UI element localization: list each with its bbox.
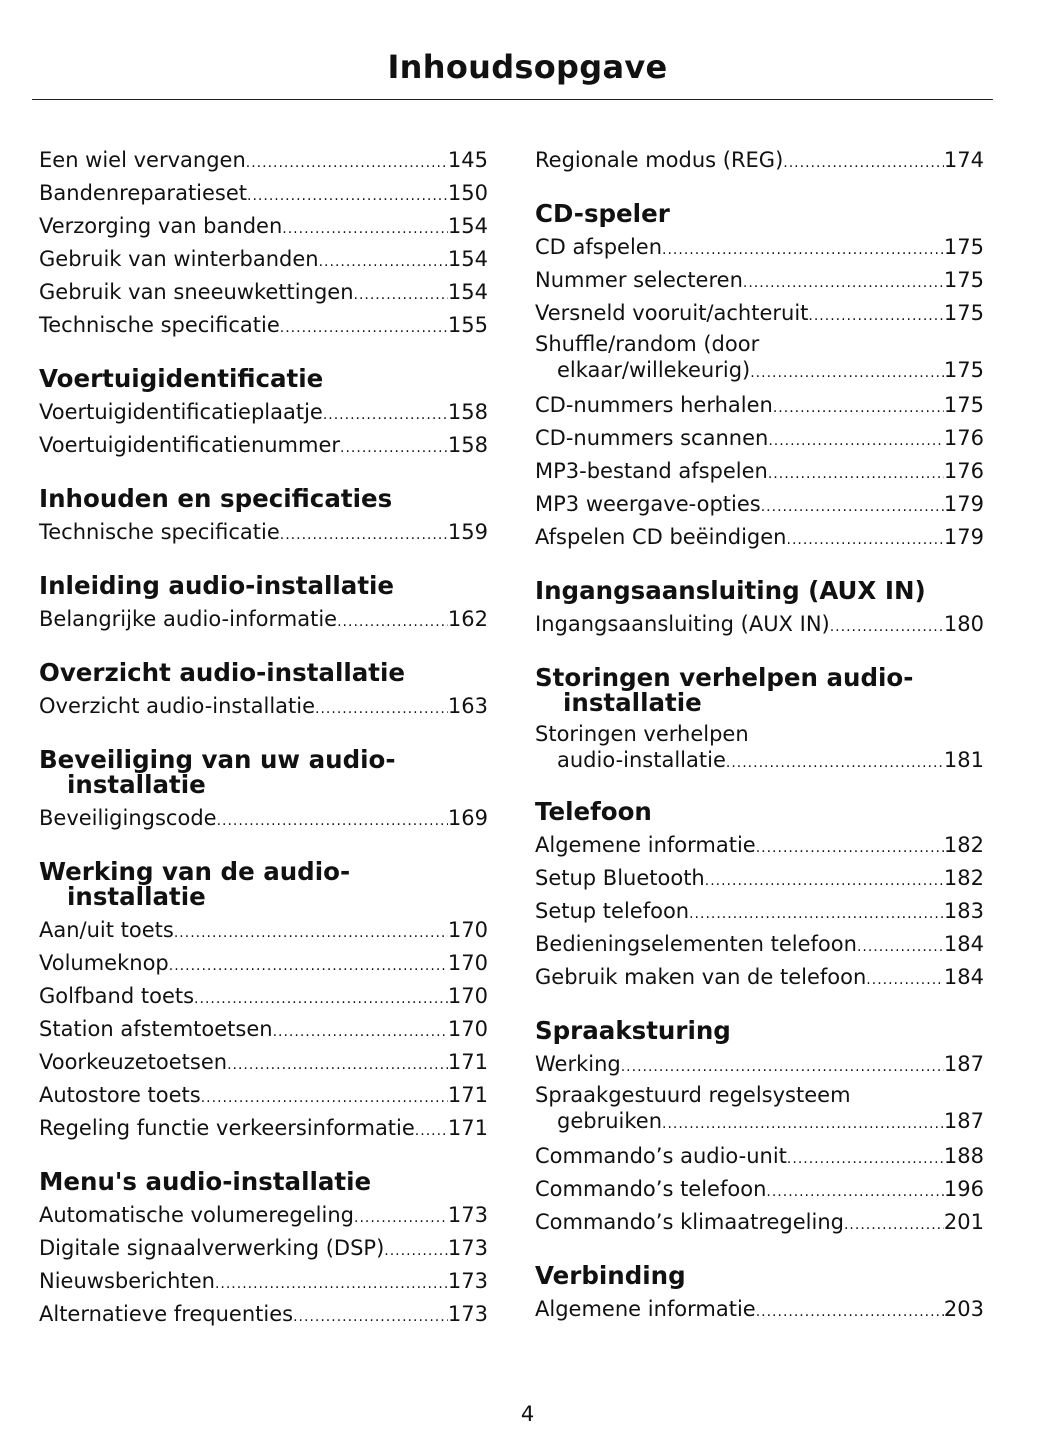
toc-entry-label: Voorkeuzetoetsen xyxy=(39,1050,228,1074)
toc-entry-page: 184 xyxy=(943,965,984,989)
toc-entry[interactable] xyxy=(535,298,984,331)
toc-entry-label: elkaar/willekeurig) xyxy=(557,358,751,382)
toc-entry-page: 187 xyxy=(943,1109,984,1133)
toc-entry-page: 159 xyxy=(447,520,488,544)
toc-entry-label: MP3 weergave-opties xyxy=(535,492,761,516)
toc-entry[interactable] xyxy=(39,981,488,1014)
toc-entry-label: Gebruik maken van de telefoon xyxy=(535,965,867,989)
dot-leader xyxy=(384,1236,448,1266)
toc-entry-page: 181 xyxy=(943,748,984,772)
toc-entry-page: 170 xyxy=(447,984,488,1008)
toc-entry[interactable] xyxy=(535,609,984,642)
toc-entry-label: Setup telefoon xyxy=(535,899,690,923)
toc-entry[interactable] xyxy=(535,456,984,489)
toc-section xyxy=(39,747,488,836)
toc-entry-label: Een wiel vervangen xyxy=(39,148,246,172)
toc-entry-label: Gebruik van sneeuwkettingen xyxy=(39,280,354,304)
toc-section xyxy=(535,799,984,995)
toc-entry[interactable] xyxy=(39,517,488,550)
toc-entry[interactable] xyxy=(39,1266,488,1299)
toc-entry[interactable] xyxy=(535,1294,984,1327)
toc-section xyxy=(535,145,984,178)
toc-entry[interactable] xyxy=(535,830,984,863)
toc-entry-label-line: Shuffle/random (door xyxy=(535,332,760,356)
toc-entry[interactable] xyxy=(39,1200,488,1233)
toc-entry[interactable] xyxy=(39,1014,488,1047)
toc-entry-label: Gebruik van winterbanden xyxy=(39,247,319,271)
toc-entry-page: 158 xyxy=(447,433,488,457)
toc-entry-label: Automatische volumeregeling xyxy=(39,1203,354,1227)
dot-leader xyxy=(354,1203,448,1233)
toc-entry-page: 162 xyxy=(447,607,488,631)
toc-entry-label: CD-nummers scannen xyxy=(535,426,769,450)
toc-entry-page: 175 xyxy=(943,235,984,259)
toc-entry-page: 187 xyxy=(943,1052,984,1076)
toc-section xyxy=(535,1263,984,1327)
toc-entry-page: 154 xyxy=(447,214,488,238)
section-heading-werking-van-de-audio-installatie: Werking van de audio-installatie xyxy=(39,857,351,911)
page-title: Inhoudsopgave xyxy=(387,48,668,86)
toc-entry-label: Golfband toets xyxy=(39,984,195,1008)
dot-leader xyxy=(743,268,944,298)
toc-entry-page: 176 xyxy=(943,459,984,483)
toc-entry-page: 173 xyxy=(447,1203,488,1227)
toc-entry[interactable] xyxy=(535,423,984,456)
toc-section xyxy=(39,573,488,637)
dot-leader xyxy=(227,1050,448,1080)
toc-entry-label: Commando’s klimaatregeling xyxy=(535,1210,844,1234)
toc-entry-label: CD-nummers herhalen xyxy=(535,393,773,417)
toc-entry-label: Regeling functie verkeersinformatie xyxy=(39,1116,415,1140)
toc-entry[interactable] xyxy=(535,1141,984,1174)
dot-leader xyxy=(323,400,448,430)
dot-leader xyxy=(662,1111,944,1137)
section-heading-ingangsaansluiting-aux-in: Ingangsaansluiting (AUX IN) xyxy=(535,576,926,605)
toc-entry-label: Aan/uit toets xyxy=(39,918,174,942)
toc-entry-label: Setup Bluetooth xyxy=(535,866,705,890)
toc-entry[interactable] xyxy=(39,691,488,724)
toc-entry-label: Ingangsaansluiting (AUX IN) xyxy=(535,612,830,636)
toc-entry-page: 196 xyxy=(943,1177,984,1201)
toc-entry-label: Beveiligingscode xyxy=(39,806,217,830)
toc-entry-label: Nummer selecteren xyxy=(535,268,743,292)
dot-leader xyxy=(246,148,448,178)
toc-entry[interactable] xyxy=(535,145,984,178)
toc-entry[interactable] xyxy=(39,803,488,836)
toc-entry-page: 179 xyxy=(943,525,984,549)
toc-entry-page: 171 xyxy=(447,1116,488,1140)
toc-entry[interactable] xyxy=(39,430,488,463)
toc-entry[interactable] xyxy=(535,265,984,298)
toc-section xyxy=(535,665,984,776)
toc-section xyxy=(39,859,488,1146)
dot-leader xyxy=(662,235,944,265)
toc-entry[interactable] xyxy=(39,1047,488,1080)
toc-entry[interactable] xyxy=(39,948,488,981)
toc-entry[interactable] xyxy=(39,1233,488,1266)
toc-entry-page: 154 xyxy=(447,280,488,304)
dot-leader xyxy=(293,1302,448,1332)
dot-leader xyxy=(273,1017,448,1047)
dot-leader xyxy=(340,433,448,463)
toc-entry-label: Technische specificatie xyxy=(39,313,280,337)
dot-leader xyxy=(354,280,448,310)
toc-entry-label: Afspelen CD beëindigen xyxy=(535,525,787,549)
toc-entry[interactable] xyxy=(39,397,488,430)
toc-entry-page: 173 xyxy=(447,1236,488,1260)
toc-entry-page: 170 xyxy=(447,951,488,975)
dot-leader xyxy=(766,1177,944,1207)
toc-entry-page: 176 xyxy=(943,426,984,450)
toc-entry[interactable] xyxy=(535,390,984,423)
toc-section xyxy=(39,366,488,463)
section-heading-menu-s-audio-installatie: Menu's audio-installatie xyxy=(39,1167,372,1196)
toc-entry-label: Volumeknop xyxy=(39,951,169,975)
section-heading-spraaksturing: Spraaksturing xyxy=(535,1016,731,1045)
toc-entry-label-line: Storingen verhelpen xyxy=(535,722,749,746)
toc-entry-label: Autostore toets xyxy=(39,1083,201,1107)
dot-leader xyxy=(215,1269,448,1299)
dot-leader xyxy=(194,984,448,1014)
toc-entry[interactable] xyxy=(39,178,488,211)
dot-leader xyxy=(768,426,944,456)
toc-entry[interactable] xyxy=(39,604,488,637)
toc-entry-page: 173 xyxy=(447,1302,488,1326)
toc-section xyxy=(535,201,984,555)
toc-entry-page: 155 xyxy=(447,313,488,337)
toc-entry-page: 170 xyxy=(447,918,488,942)
dot-leader xyxy=(201,1083,448,1113)
toc-entry-label-line: Spraakgestuurd regelsysteem xyxy=(535,1083,851,1107)
toc-entry-label: Voertuigidentificatienummer xyxy=(39,433,341,457)
dot-leader xyxy=(705,866,944,896)
dot-leader xyxy=(830,612,944,642)
dot-leader xyxy=(726,750,944,776)
dot-leader xyxy=(319,247,448,277)
toc-entry-label: MP3-bestand afspelen xyxy=(535,459,768,483)
toc-entry-label: Station afstemtoetsen xyxy=(39,1017,273,1041)
toc-entry-page: 182 xyxy=(943,833,984,857)
toc-entry[interactable] xyxy=(39,244,488,277)
toc-entry[interactable] xyxy=(535,1207,984,1240)
toc-entry[interactable] xyxy=(535,962,984,995)
toc-entry-label: Digitale signaalverwerking (DSP) xyxy=(39,1236,385,1260)
dot-leader xyxy=(247,181,448,211)
section-heading-beveiliging-van-uw-audio-installatie: Beveiliging van uw audio-installatie xyxy=(39,745,396,799)
toc-entry-page: 175 xyxy=(943,268,984,292)
dot-leader xyxy=(217,806,448,836)
toc-entry-page: 175 xyxy=(943,301,984,325)
toc-entry-label: gebruiken xyxy=(557,1109,662,1133)
toc-entry-page: 150 xyxy=(447,181,488,205)
dot-leader xyxy=(174,918,448,948)
dot-leader xyxy=(689,899,944,929)
toc-entry[interactable] xyxy=(535,1049,984,1082)
dot-leader xyxy=(756,833,944,863)
section-heading-voertuigidentificatie: Voertuigidentificatie xyxy=(39,364,324,393)
dot-leader xyxy=(808,301,944,331)
section-heading-verbinding: Verbinding xyxy=(535,1261,686,1290)
toc-entry-page: 175 xyxy=(943,358,984,382)
toc-entry-label: Versneld vooruit/achteruit xyxy=(535,301,809,325)
toc-entry-page: 173 xyxy=(447,1269,488,1293)
dot-leader xyxy=(415,1116,448,1146)
toc-entry-label: Commando’s telefoon xyxy=(535,1177,767,1201)
title-divider xyxy=(32,99,993,100)
dot-leader xyxy=(280,520,448,550)
dot-leader xyxy=(857,932,944,962)
toc-entry[interactable] xyxy=(39,1299,488,1332)
dot-leader xyxy=(761,492,944,522)
toc-section xyxy=(39,1169,488,1332)
toc-entry-label: Regionale modus (REG) xyxy=(535,148,784,172)
toc-entry-label: Werking xyxy=(535,1052,621,1076)
toc-entry-label: Nieuwsberichten xyxy=(39,1269,215,1293)
toc-entry[interactable] xyxy=(39,1113,488,1146)
toc-entry-page: 170 xyxy=(447,1017,488,1041)
toc-left-column xyxy=(39,145,488,1332)
toc-entry[interactable] xyxy=(535,1174,984,1207)
dot-leader xyxy=(756,1297,944,1327)
toc-entry-page: 175 xyxy=(943,393,984,417)
toc-entry[interactable] xyxy=(39,211,488,244)
toc-entry[interactable] xyxy=(39,310,488,343)
toc-section xyxy=(39,660,488,724)
toc-entry[interactable] xyxy=(535,489,984,522)
toc-entry-page: 163 xyxy=(447,694,488,718)
toc-entry-page: 169 xyxy=(447,806,488,830)
toc-entry-page: 180 xyxy=(943,612,984,636)
section-heading-telefoon: Telefoon xyxy=(535,797,652,826)
toc-entry-label: Voertuigidentificatieplaatje xyxy=(39,400,323,424)
toc-entry-label: Alternatieve frequenties xyxy=(39,1302,294,1326)
toc-entry-label: audio-installatie xyxy=(557,748,726,772)
toc-entry-label: Bedieningselementen telefoon xyxy=(535,932,857,956)
toc-entry-label: Algemene informatie xyxy=(535,1297,756,1321)
section-heading-inleiding-audio-installatie: Inleiding audio-installatie xyxy=(39,571,395,600)
toc-entry-label: Technische specificatie xyxy=(39,520,280,544)
dot-leader xyxy=(169,951,448,981)
toc-section xyxy=(535,578,984,642)
toc-entry-page: 145 xyxy=(447,148,488,172)
toc-entry-page: 183 xyxy=(943,899,984,923)
dot-leader xyxy=(866,965,944,995)
section-heading-cd-speler: CD-speler xyxy=(535,199,670,228)
toc-entry-label: Overzicht audio-installatie xyxy=(39,694,316,718)
toc-entry[interactable] xyxy=(535,721,984,776)
toc-entry-page: 154 xyxy=(447,247,488,271)
dot-leader xyxy=(844,1210,944,1240)
toc-entry-page: 158 xyxy=(447,400,488,424)
toc-entry[interactable] xyxy=(535,929,984,962)
toc-entry[interactable] xyxy=(535,522,984,555)
dot-leader xyxy=(280,313,448,343)
toc-section xyxy=(39,145,488,343)
toc-entry[interactable] xyxy=(535,232,984,265)
dot-leader xyxy=(750,360,944,386)
toc-right-column xyxy=(535,145,984,1327)
toc-entry[interactable] xyxy=(535,331,984,386)
toc-section xyxy=(39,486,488,550)
dot-leader xyxy=(773,393,944,423)
page-number: 4 xyxy=(520,1402,535,1426)
dot-leader xyxy=(621,1052,944,1082)
dot-leader xyxy=(315,694,448,724)
dot-leader xyxy=(783,148,944,178)
toc-entry-label: Commando’s audio-unit xyxy=(535,1144,787,1168)
dot-leader xyxy=(768,459,944,489)
toc-entry-label: CD afspelen xyxy=(535,235,663,259)
toc-entry-page: 179 xyxy=(943,492,984,516)
dot-leader xyxy=(787,525,944,555)
toc-entry-label: Algemene informatie xyxy=(535,833,756,857)
toc-entry-page: 182 xyxy=(943,866,984,890)
toc-entry-page: 171 xyxy=(447,1083,488,1107)
dot-leader xyxy=(787,1144,944,1174)
toc-entry[interactable] xyxy=(39,1080,488,1113)
toc-entry[interactable] xyxy=(535,896,984,929)
toc-entry[interactable] xyxy=(39,145,488,178)
dot-leader xyxy=(282,214,448,244)
toc-entry-page: 171 xyxy=(447,1050,488,1074)
toc-entry-label: Bandenreparatieset xyxy=(39,181,248,205)
toc-entry-label: Belangrijke audio-informatie xyxy=(39,607,338,631)
toc-section xyxy=(535,1018,984,1240)
toc-entry[interactable] xyxy=(535,1082,984,1137)
section-heading-overzicht-audio-installatie: Overzicht audio-installatie xyxy=(39,658,405,687)
dot-leader xyxy=(337,607,448,637)
toc-entry[interactable] xyxy=(39,277,488,310)
toc-entry-page: 201 xyxy=(943,1210,984,1234)
toc-entry[interactable] xyxy=(39,915,488,948)
toc-entry-label: Verzorging van banden xyxy=(39,214,283,238)
toc-entry-page: 188 xyxy=(943,1144,984,1168)
toc-entry-page: 184 xyxy=(943,932,984,956)
section-heading-storingen-verhelpen-audio-installatie: Storingen verhelpen audio-installatie xyxy=(535,663,914,717)
toc-entry[interactable] xyxy=(535,863,984,896)
toc-entry-page: 174 xyxy=(943,148,984,172)
toc-entry-page: 203 xyxy=(943,1297,984,1321)
section-heading-inhouden-en-specificaties: Inhouden en specificaties xyxy=(39,484,393,513)
